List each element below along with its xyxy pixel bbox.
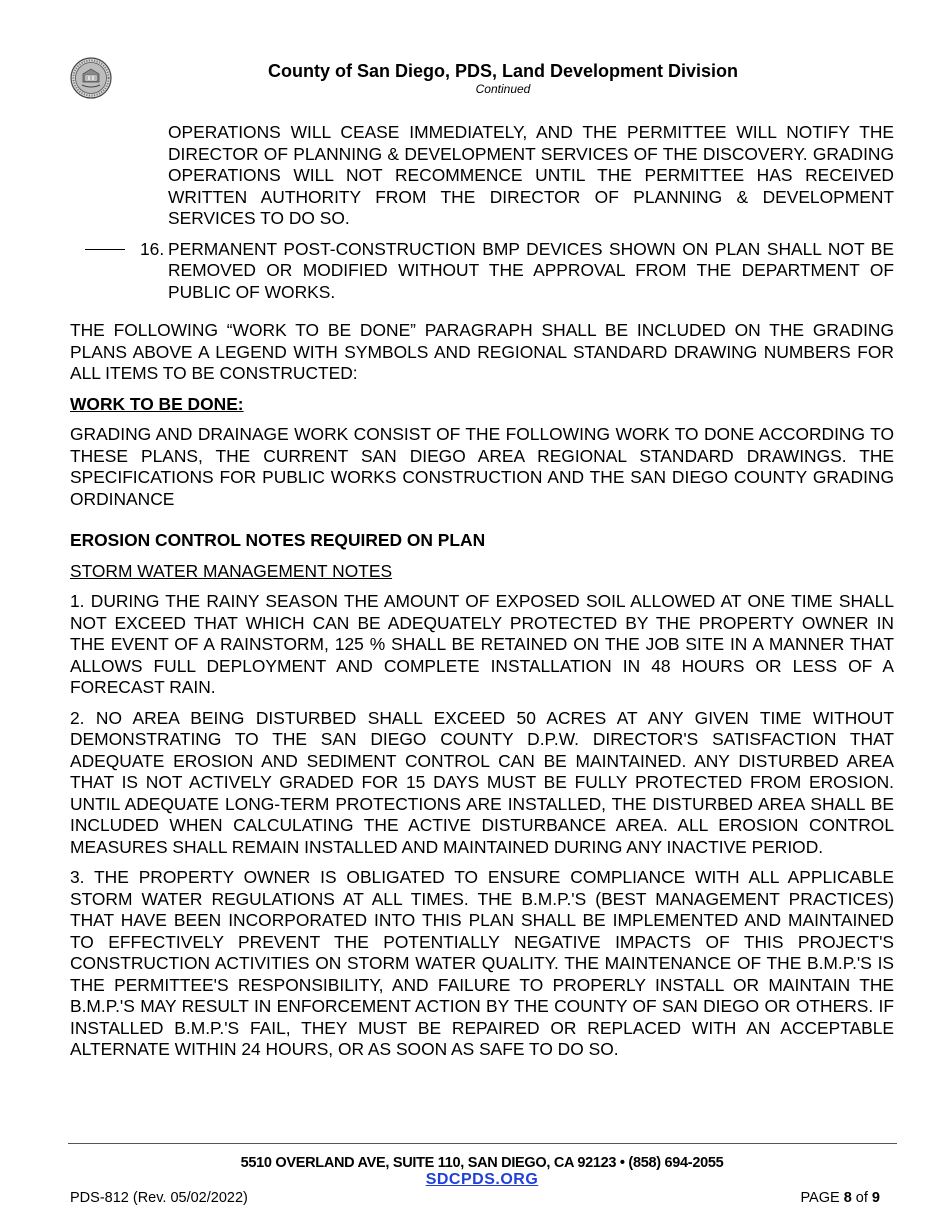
page-subtitle: Continued bbox=[475, 82, 531, 96]
page-title: County of San Diego, PDS, Land Development Division bbox=[267, 61, 739, 81]
checkoff-blank-line bbox=[85, 249, 125, 250]
list-item-16 bbox=[70, 239, 894, 304]
list-item-text: PERMANENT POST-CONSTRUCTION BMP DEVICES SHOWN ON PLAN SHALL NOT BE REMOVED OR MODIFIED WITHOUT THE APPROVAL FROM THE DEPARTMENT OF PUBLIC OF WORKS. bbox=[168, 238, 894, 302]
page-total: 9 bbox=[871, 1190, 880, 1206]
form-id: PDS-812 (Rev. 05/02/2022) bbox=[70, 1190, 248, 1206]
document-body bbox=[70, 122, 894, 1061]
footer-divider bbox=[68, 1143, 897, 1144]
work-to-be-done-text: GRADING AND DRAINAGE WORK CONSIST OF THE FOLLOWING WORK TO DONE ACCORDING TO THESE PLANS, THE CURRENT SAN DIEGO AREA REGIONAL STANDARD DRAWINGS. THE SPECIFICATIONS FOR PUBLIC WORKS CONSTRUCTION AND THE SAN DIEGO COUNTY GRADING ORDINANCE bbox=[70, 424, 894, 509]
storm-note-2: 2. NO AREA BEING DISTURBED SHALL EXCEED 50 ACRES AT ANY GIVEN TIME WITHOUT DEMONSTRATING TO THE SAN DIEGO COUNTY D.P.W. DIRECTOR'S SATISFACTION THAT ADEQUATE EROSION AND SEDIMENT CONTROL CAN BE MAINTAINED. ANY DISTURBED AREA THAT IS NOT ACTIVELY GRADED FOR 15 DAYS MUST BE FULLY PROTECTED FROM EROSION. UNTIL ADEQUATE LONG-TERM PROTECTIONS ARE INSTALLED, THE DISTURBED AREA SHALL BE INCLUDED WHEN CALCULATING THE ACTIVE DISTURBANCE AREA. ALL EROSION CONTROL MEASURES SHALL REMAIN INSTALLED AND MAINTAINED DURING ANY INACTIVE PERIOD. bbox=[70, 707, 894, 857]
following-paragraph: THE FOLLOWING “WORK TO BE DONE” PARAGRAPH SHALL BE INCLUDED ON THE GRADING PLANS ABOVE A LEGEND WITH SYMBOLS AND REGIONAL STANDARD DRAWING NUMBERS FOR ALL ITEMS TO BE CONSTRUCTED: bbox=[70, 320, 894, 383]
list-item-number: 16. bbox=[140, 238, 165, 259]
page-number bbox=[800, 1189, 880, 1207]
work-to-be-done-heading: WORK TO BE DONE: bbox=[70, 393, 244, 414]
storm-note-3: 3. THE PROPERTY OWNER IS OBLIGATED TO ENSURE COMPLIANCE WITH ALL APPLICABLE STORM WATER REGULATIONS AT ALL TIMES. THE B.M.P.'S (BEST MANAGEMENT PRACTICES) THAT HAVE BEEN INCORPORATED INTO THIS PLAN SHALL BE IMPLEMENTED AND MAINTAINED TO EFFECTIVELY PREVENT THE POTENTIALLY NEGATIVE IMPACTS OF THIS PROJECT'S CONSTRUCTION ACTIVITIES ON STORM WATER QUALITY. THE MAINTENANCE OF THE B.M.P.'S IS THE PERMITTEE'S RESPONSIBILITY, AND FAILURE TO PROPERLY INSTALL OR MAINTAIN THE B.M.P.'S MAY RESULT IN ENFORCEMENT ACTION BY THE COUNTY OF SAN DIEGO OR OTHERS. IF INSTALLED B.M.P.'S FAIL, THEY MUST BE REPAIRED OR REPLACED WITH AN ACCEPTABLE ALTERNATE WITHIN 24 HOURS, OR AS SOON AS SAFE TO DO SO. bbox=[70, 867, 894, 1059]
continued-paragraph: OPERATIONS WILL CEASE IMMEDIATELY, AND THE PERMITTEE WILL NOTIFY THE DIRECTOR OF PLANNING & DEVELOPMENT SERVICES OF THE DISCOVERY. GRADING OPERATIONS WILL NOT RECOMMENCE UNTIL THE PERMITTEE HAS RECEIVED WRITTEN AUTHORITY FROM THE DIRECTOR OF PLANNING & DEVELOPMENT SERVICES TO DO SO. bbox=[168, 122, 894, 228]
page-of: of bbox=[855, 1190, 868, 1206]
page-current: 8 bbox=[843, 1190, 852, 1206]
website-link[interactable]: SDCPDS.ORG bbox=[425, 1171, 539, 1188]
page-label: PAGE bbox=[800, 1190, 840, 1206]
county-seal-icon bbox=[70, 57, 112, 99]
erosion-control-heading: EROSION CONTROL NOTES REQUIRED ON PLAN bbox=[70, 530, 486, 550]
footer-address: 5510 OVERLAND AVE, SUITE 110, SAN DIEGO, CA 92123 • (858) 694-2055 bbox=[240, 1155, 724, 1171]
storm-note-1: 1. DURING THE RAINY SEASON THE AMOUNT OF EXPOSED SOIL ALLOWED AT ONE TIME SHALL NOT EXCEED THAT WHICH CAN BE ADEQUATELY PROTECTED BY THE PROPERTY OWNER IN THE EVENT OF A RAINSTORM, 125 % SHALL BE RETAINED ON THE JOB SITE IN A MANNER THAT ALLOWS FULL DEPLOYMENT AND COMPLETE INSTALLATION IN 48 HOURS OR LESS OF A FORECAST RAIN. bbox=[70, 591, 894, 697]
storm-water-heading: STORM WATER MANAGEMENT NOTES bbox=[70, 560, 393, 581]
